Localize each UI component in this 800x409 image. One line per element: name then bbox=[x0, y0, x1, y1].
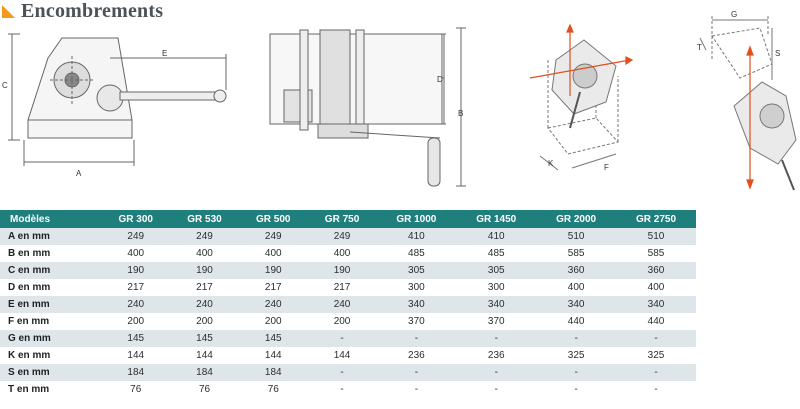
table-cell: - bbox=[536, 330, 616, 347]
table-cell: - bbox=[456, 381, 536, 398]
table-cell: - bbox=[376, 364, 456, 381]
table-row bbox=[0, 364, 696, 381]
page-title: Encombrements bbox=[21, 0, 164, 22]
table-cell: 370 bbox=[376, 313, 456, 330]
table-cell: 400 bbox=[170, 245, 239, 262]
section-header bbox=[0, 0, 163, 22]
col-header: GR 500 bbox=[239, 210, 308, 228]
table-cell: 400 bbox=[536, 279, 616, 296]
table-cell: 217 bbox=[308, 279, 377, 296]
table-cell: - bbox=[456, 364, 536, 381]
row-label: E en mm bbox=[0, 296, 101, 313]
col-header: GR 2750 bbox=[616, 210, 696, 228]
table-cell: - bbox=[376, 330, 456, 347]
table-cell: 585 bbox=[616, 245, 696, 262]
table-cell: - bbox=[616, 381, 696, 398]
table-row bbox=[0, 262, 696, 279]
col-header: GR 750 bbox=[308, 210, 377, 228]
row-label: A en mm bbox=[0, 228, 101, 245]
table-cell: 190 bbox=[170, 262, 239, 279]
row-label: D en mm bbox=[0, 279, 101, 296]
table-cell: 400 bbox=[616, 279, 696, 296]
col-header: GR 1450 bbox=[456, 210, 536, 228]
table-cell: 76 bbox=[101, 381, 170, 398]
table-cell: 184 bbox=[239, 364, 308, 381]
table-cell: 145 bbox=[239, 330, 308, 347]
table-cell: 360 bbox=[536, 262, 616, 279]
col-header: GR 1000 bbox=[376, 210, 456, 228]
table-cell: - bbox=[308, 381, 377, 398]
table-cell: 200 bbox=[308, 313, 377, 330]
table-cell: 400 bbox=[308, 245, 377, 262]
dim-a-label: A bbox=[76, 169, 82, 178]
table-cell: 236 bbox=[376, 347, 456, 364]
table-cell: - bbox=[308, 330, 377, 347]
dim-s-label: S bbox=[775, 49, 781, 58]
table-cell: 510 bbox=[536, 228, 616, 245]
table-cell: 144 bbox=[239, 347, 308, 364]
table-cell: 325 bbox=[616, 347, 696, 364]
col-header: GR 2000 bbox=[536, 210, 616, 228]
row-label: G en mm bbox=[0, 330, 101, 347]
table-cell: 370 bbox=[456, 313, 536, 330]
table-cell: 585 bbox=[536, 245, 616, 262]
table-cell: 340 bbox=[456, 296, 536, 313]
table-cell: 217 bbox=[170, 279, 239, 296]
table-cell: 249 bbox=[239, 228, 308, 245]
front-view-drawing bbox=[270, 28, 466, 186]
col-header: GR 530 bbox=[170, 210, 239, 228]
table-cell: 76 bbox=[170, 381, 239, 398]
row-label: C en mm bbox=[0, 262, 101, 279]
table-cell: - bbox=[456, 330, 536, 347]
table-cell: 305 bbox=[376, 262, 456, 279]
table-row bbox=[0, 296, 696, 313]
table-cell: 400 bbox=[239, 245, 308, 262]
row-label: S en mm bbox=[0, 364, 101, 381]
table-cell: 144 bbox=[101, 347, 170, 364]
table-cell: 200 bbox=[101, 313, 170, 330]
table-cell: 340 bbox=[536, 296, 616, 313]
table-cell: - bbox=[616, 364, 696, 381]
table-cell: 217 bbox=[239, 279, 308, 296]
dim-b-label: B bbox=[458, 109, 464, 118]
table-cell: - bbox=[536, 381, 616, 398]
table-cell: 145 bbox=[170, 330, 239, 347]
table-cell: 249 bbox=[101, 228, 170, 245]
table-cell: 340 bbox=[376, 296, 456, 313]
dim-g-label: G bbox=[731, 10, 738, 19]
dim-e-label: E bbox=[162, 49, 168, 58]
dim-d-label: D bbox=[437, 75, 443, 84]
table-cell: - bbox=[308, 364, 377, 381]
table-cell: 217 bbox=[101, 279, 170, 296]
table-cell: 144 bbox=[170, 347, 239, 364]
dim-f-label: F bbox=[604, 163, 609, 172]
col-header: GR 300 bbox=[101, 210, 170, 228]
table-cell: 236 bbox=[456, 347, 536, 364]
table-cell: 249 bbox=[308, 228, 377, 245]
table-cell: 325 bbox=[536, 347, 616, 364]
table-row bbox=[0, 313, 696, 330]
table-cell: 200 bbox=[170, 313, 239, 330]
isometric-view-1-drawing bbox=[540, 40, 618, 170]
table-row bbox=[0, 228, 696, 245]
table-cell: - bbox=[536, 364, 616, 381]
dimensions-table bbox=[0, 210, 696, 398]
isometric-view-2-drawing bbox=[700, 16, 796, 190]
table-cell: 240 bbox=[239, 296, 308, 313]
table-row bbox=[0, 347, 696, 364]
table-cell: - bbox=[376, 381, 456, 398]
table-cell: 240 bbox=[170, 296, 239, 313]
table-cell: 340 bbox=[616, 296, 696, 313]
table-cell: 240 bbox=[308, 296, 377, 313]
orange-triangle-icon bbox=[2, 5, 15, 18]
table-cell: 190 bbox=[101, 262, 170, 279]
table-cell: 300 bbox=[456, 279, 536, 296]
row-label: F en mm bbox=[0, 313, 101, 330]
row-label: T en mm bbox=[0, 381, 101, 398]
dim-c-label: C bbox=[2, 81, 8, 90]
table-cell: 400 bbox=[101, 245, 170, 262]
table-cell: 485 bbox=[376, 245, 456, 262]
row-label: K en mm bbox=[0, 347, 101, 364]
table-cell: 76 bbox=[239, 381, 308, 398]
table-cell: 184 bbox=[170, 364, 239, 381]
table-cell: 200 bbox=[239, 313, 308, 330]
table-row bbox=[0, 279, 696, 296]
table-cell: 240 bbox=[101, 296, 170, 313]
table-cell: 485 bbox=[456, 245, 536, 262]
col-header-models: Modèles bbox=[0, 210, 101, 228]
dim-t-label: T bbox=[697, 43, 702, 52]
row-label: B en mm bbox=[0, 245, 101, 262]
table-row bbox=[0, 245, 696, 262]
table-cell: 300 bbox=[376, 279, 456, 296]
table-cell: 190 bbox=[239, 262, 308, 279]
table-row bbox=[0, 330, 696, 347]
table-row bbox=[0, 381, 696, 398]
table-cell: 440 bbox=[536, 313, 616, 330]
table-cell: 440 bbox=[616, 313, 696, 330]
side-view-drawing bbox=[8, 34, 226, 166]
table-cell: 410 bbox=[376, 228, 456, 245]
table-cell: - bbox=[616, 330, 696, 347]
table-header-row bbox=[0, 210, 696, 228]
table-cell: 144 bbox=[308, 347, 377, 364]
table-cell: 249 bbox=[170, 228, 239, 245]
table-cell: 360 bbox=[616, 262, 696, 279]
table-cell: 190 bbox=[308, 262, 377, 279]
table-cell: 184 bbox=[101, 364, 170, 381]
table-cell: 145 bbox=[101, 330, 170, 347]
table-cell: 305 bbox=[456, 262, 536, 279]
table-cell: 410 bbox=[456, 228, 536, 245]
table-cell: 510 bbox=[616, 228, 696, 245]
dim-k-label: K bbox=[548, 159, 554, 168]
